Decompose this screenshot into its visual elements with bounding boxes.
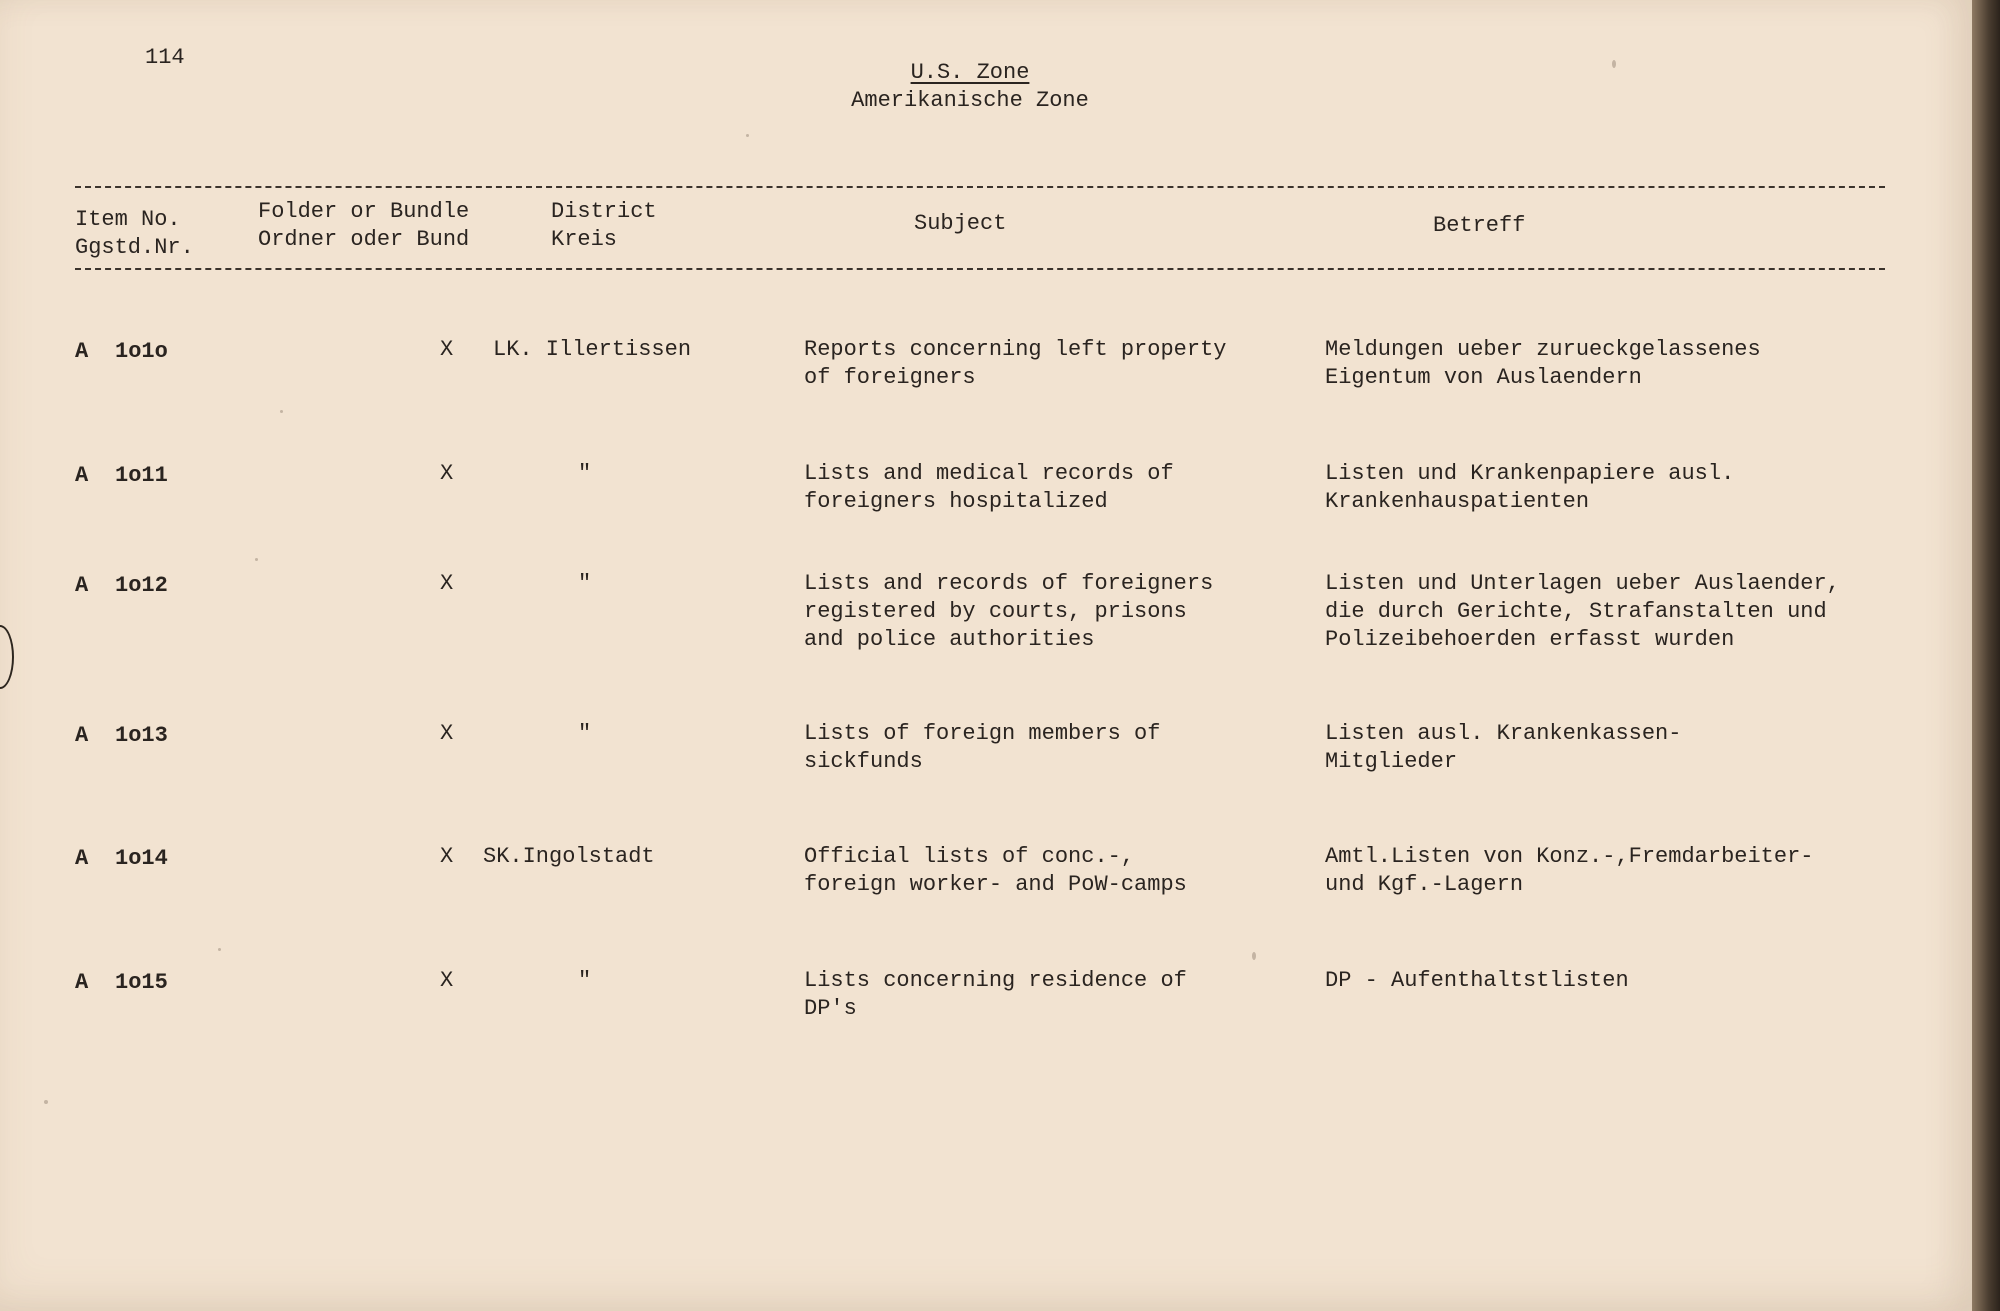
page-number: 114 (145, 45, 185, 70)
item-number (75, 338, 168, 366)
table-row (0, 722, 1972, 812)
folder-mark: X (440, 844, 454, 869)
folder-mark: X (440, 337, 454, 362)
folder-mark: X (440, 461, 454, 486)
betreff-text: Meldungen ueber zurueckgelassenes Eigentum von Auslaendern (1325, 337, 1761, 390)
folder-mark: X (440, 968, 454, 993)
item-number-value: 1o13 (115, 723, 168, 748)
district-ditto-mark: " (578, 461, 592, 486)
item-number-value: 1o15 (115, 970, 168, 995)
paper-speck (280, 410, 283, 413)
item-number-value: 1o1o (115, 339, 168, 364)
betreff-text: Listen ausl. Krankenkassen- Mitglieder (1325, 721, 1682, 774)
paper-speck (1252, 952, 1256, 960)
item-number (75, 462, 168, 490)
item-prefix: A (75, 723, 89, 748)
item-number-value: 1o12 (115, 573, 168, 598)
table-row (0, 572, 1972, 662)
folder-mark: X (440, 721, 454, 746)
district-ditto-mark: " (578, 968, 592, 993)
item-prefix: A (75, 339, 89, 364)
column-header-district (551, 198, 657, 254)
subject-text: Lists of foreign members of sickfunds (804, 721, 1161, 774)
column-header-betreff: Betreff (1433, 213, 1526, 238)
column-header-folder-en: Folder or Bundle (258, 199, 470, 224)
column-header-item-en: Item No. (75, 207, 181, 232)
page-title: U.S. Zone (910, 60, 1030, 85)
item-number-value: 1o14 (115, 846, 168, 871)
item-number (75, 722, 168, 750)
paper-speck (218, 948, 221, 951)
column-header-item-de: Ggstd.Nr. (75, 235, 194, 260)
paper-speck (746, 134, 749, 137)
item-number-value: 1o11 (115, 463, 168, 488)
item-number (75, 969, 168, 997)
column-header-folder-de: Ordner oder Bund (258, 227, 470, 252)
paper-speck (44, 1100, 48, 1104)
page-subtitle: Amerikanische Zone (851, 88, 1089, 113)
subject-text: Lists concerning residence of DP's (804, 968, 1187, 1021)
table-header-rule (75, 268, 1885, 270)
table-row (0, 845, 1972, 935)
subject-text: Reports concerning left property of foreigners (804, 337, 1227, 390)
district-ditto-mark: " (578, 571, 592, 596)
item-prefix: A (75, 846, 89, 871)
item-prefix: A (75, 573, 89, 598)
item-prefix: A (75, 463, 89, 488)
subject-text: Lists and records of foreigners registered by courts, prisons and police authorities (804, 571, 1214, 652)
subject-text: Official lists of conc.-, foreign worker- and PoW-camps (804, 844, 1187, 897)
item-number (75, 572, 168, 600)
district-ditto-mark: " (578, 721, 592, 746)
page-edge (1972, 0, 2000, 1311)
betreff-text: Listen und Unterlagen ueber Auslaender, die durch Gerichte, Strafanstalten und Polizeibehoerden erfasst wurden (1325, 571, 1840, 652)
paper-speck (1612, 60, 1616, 68)
item-prefix: A (75, 970, 89, 995)
column-header-folder (258, 198, 469, 254)
folder-mark: X (440, 571, 454, 596)
column-header-item (75, 206, 194, 262)
table-row (0, 462, 1972, 552)
item-number (75, 845, 168, 873)
table-top-rule (75, 186, 1885, 188)
table-row (0, 969, 1972, 1059)
paper-speck (255, 558, 258, 561)
district-name: SK.Ingolstadt (483, 844, 655, 869)
betreff-text: Amtl.Listen von Konz.-,Fremdarbeiter- und Kgf.-Lagern (1325, 844, 1814, 897)
betreff-text: Listen und Krankenpapiere ausl. Krankenhauspatienten (1325, 461, 1735, 514)
table-row (0, 338, 1972, 428)
district-name: LK. Illertissen (493, 337, 692, 362)
column-header-district-de: Kreis (551, 227, 618, 252)
column-header-district-en: District (551, 199, 657, 224)
subject-text: Lists and medical records of foreigners hospitalized (804, 461, 1174, 514)
betreff-text: DP - Aufenthaltstlisten (1325, 968, 1629, 993)
column-header-subject: Subject (914, 211, 1007, 236)
